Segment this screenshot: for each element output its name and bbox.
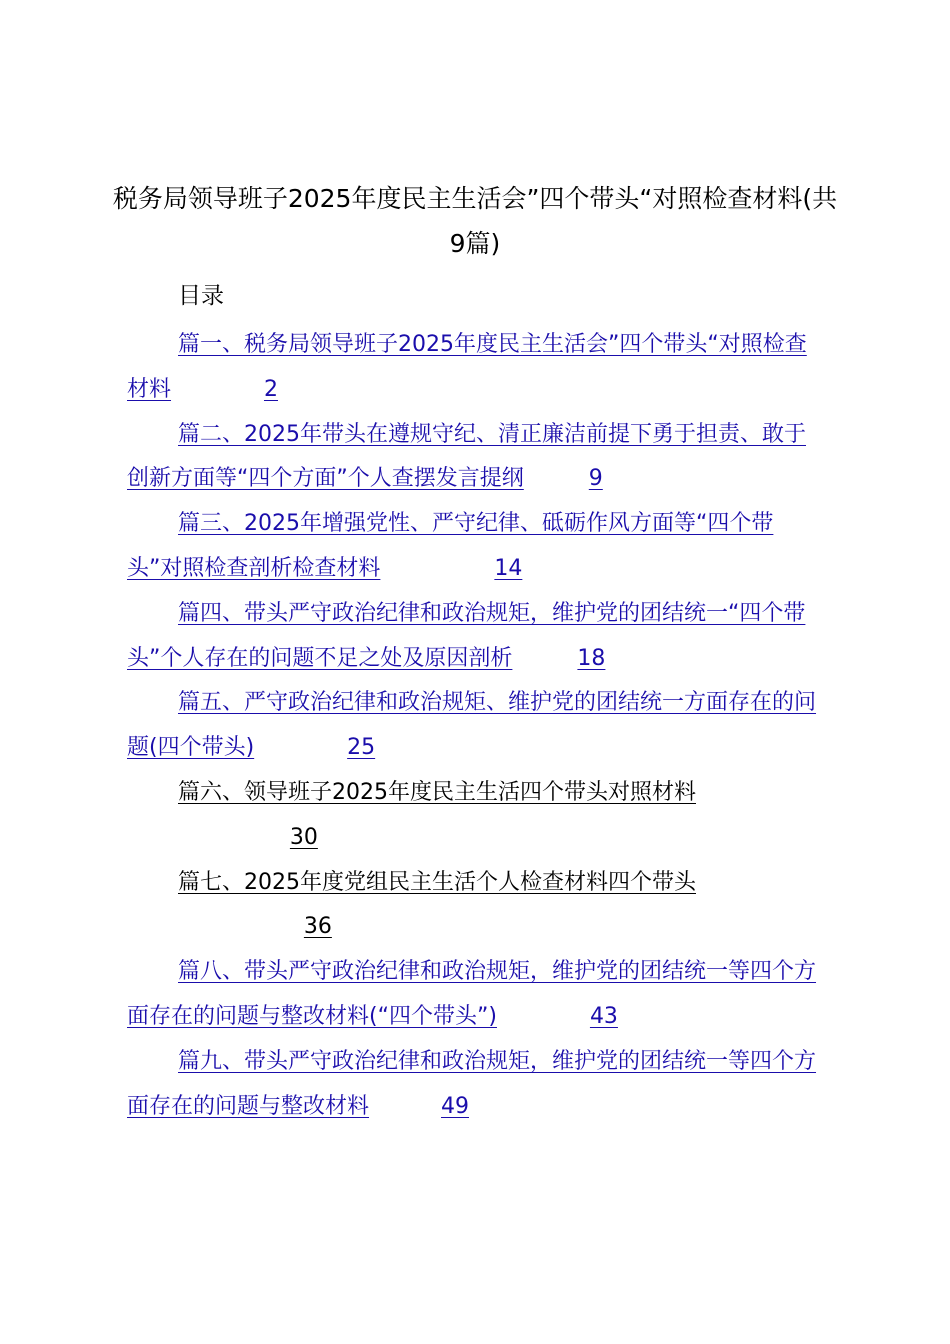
toc-entry-2[interactable] [127, 413, 827, 503]
toc-entry-3[interactable] [127, 502, 827, 592]
toc-entry-page: 25 [347, 735, 376, 761]
toc-heading: 目录 [178, 283, 224, 309]
toc-entry-text: 篇九、带头严守政治纪律和政治规矩，维护党的团结统一等四个方面存在的问题与整改材料 [127, 1048, 817, 1119]
toc-entry-page: 2 [263, 376, 278, 402]
toc-entry-text: 篇五、严守政治纪律和政治规矩、维护党的团结统一方面存在的问题(四个带头) [127, 690, 817, 761]
toc-entry-9[interactable] [127, 1040, 827, 1130]
toc-entry-page: 18 [577, 645, 606, 671]
toc-entry-text: 篇七、2025年度党组民主生活个人检查材料四个带头 [178, 869, 696, 895]
toc-entry-page: 49 [441, 1093, 469, 1119]
toc-entry-page: 43 [589, 1003, 618, 1029]
toc-entry-5[interactable] [127, 681, 827, 771]
toc-entry-page: 9 [588, 466, 603, 492]
toc-entry-page: 30 [289, 824, 318, 850]
toc-entry-text: 篇三、2025年增强党性、严守纪律、砥砺作风方面等“四个带头”对照检查剖析检查材料 [127, 511, 774, 581]
toc-entry-4[interactable] [127, 592, 827, 682]
toc-entry-7[interactable] [127, 861, 827, 951]
toc-entry-page: 14 [494, 555, 523, 581]
toc-entry-text: 篇八、带头严守政治纪律和政治规矩，维护党的团结统一等四个方面存在的问题与整改材料(“四个带头”) [127, 959, 817, 1029]
toc-entry-6[interactable] [127, 771, 827, 861]
document-title: 税务局领导班子2025年度民主生活会”四个带头“对照检查材料(共9篇) [112, 184, 838, 258]
toc-entry-text: 篇四、带头严守政治纪律和政治规矩，维护党的团结统一“四个带头”个人存在的问题不足之处及原因剖析 [127, 600, 806, 671]
toc-entry-1[interactable] [127, 323, 827, 413]
table-of-contents [127, 323, 827, 1129]
toc-entry-page: 36 [303, 914, 332, 940]
toc-entry-text: 篇六、领导班子2025年度民主生活四个带头对照材料 [178, 779, 696, 805]
toc-entry-text: 篇一、税务局领导班子2025年度民主生活会”四个带头“对照检查材料 [127, 332, 807, 402]
toc-entry-8[interactable] [127, 950, 827, 1040]
toc-entry-text: 篇二、2025年带头在遵规守纪、清正廉洁前提下勇于担责、敢于创新方面等“四个方面”个人查摆发言提纲 [127, 421, 806, 492]
